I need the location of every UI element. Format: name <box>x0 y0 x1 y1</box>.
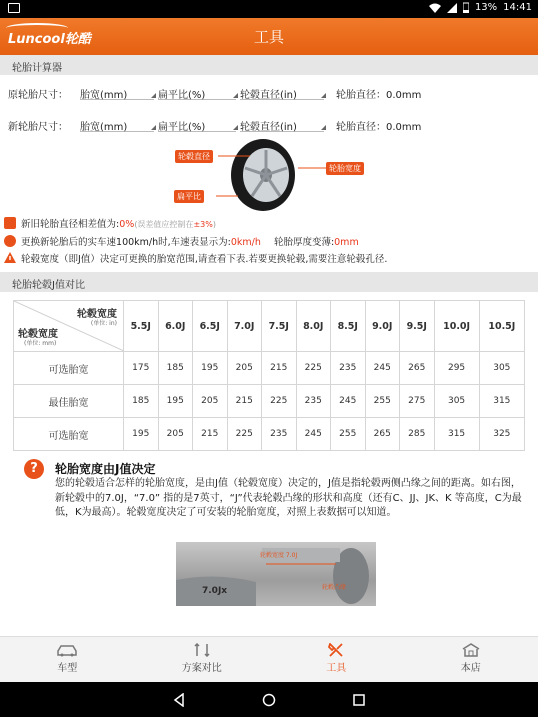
table-cell: 175 <box>124 352 159 385</box>
nav-item-shop[interactable] <box>404 637 538 682</box>
back-icon[interactable] <box>172 693 186 707</box>
jvalue-table <box>13 300 525 451</box>
table-row <box>14 385 525 418</box>
original-ratio-select[interactable]: 扁平比(%) <box>158 86 236 100</box>
tools-icon <box>328 643 344 657</box>
table-cell: 305 <box>479 352 524 385</box>
table-cell: 215 <box>227 385 262 418</box>
photo-stamp: 7.0Jx <box>202 586 228 596</box>
table-cell: 205 <box>193 385 228 418</box>
signal-icon <box>447 3 457 13</box>
table-cell: 215 <box>193 418 228 451</box>
jtable-section-header: 轮胎轮毂J值对比 <box>0 272 538 292</box>
new-width-select[interactable]: 胎宽(mm) <box>80 118 154 132</box>
table-row <box>14 418 525 451</box>
diameter-diff-value: 0% <box>119 219 135 230</box>
battery-icon <box>463 2 469 13</box>
photo-label-width: 轮毂宽度 7.0J <box>260 552 298 559</box>
table-cell: 315 <box>434 418 479 451</box>
help-text: 您的轮毂适合怎样的轮胎宽度，是由J值（轮毂宽度）决定的，J值是指轮毂两侧凸缘之间的距离。如右图，新轮毂中的7.0J，“7.0” 指的是7英寸，“J”代表轮毂凸缘的形状和高度（还有C、JJ、JK、K 等高度，C为最低，K为最高）。轮毂宽度决定了可安装的轮胎宽度，对照上表数据可以知道。 <box>55 478 522 518</box>
tire-diagram <box>170 138 370 212</box>
tire-width-tag: 轮胎宽度 <box>326 162 364 175</box>
nav-label: 工具 <box>326 663 347 674</box>
column-header: 5.5J <box>124 301 159 352</box>
table-cell: 325 <box>479 418 524 451</box>
new-tire-row <box>0 114 538 134</box>
table-cell: 265 <box>400 352 435 385</box>
nav-label: 本店 <box>460 663 481 674</box>
app-bar <box>0 18 538 55</box>
speed-value: 0km/h <box>230 237 261 248</box>
table-cell: 295 <box>434 352 479 385</box>
column-header: 10.0J <box>434 301 479 352</box>
clock: 14:41 <box>503 2 532 13</box>
table-cell: 245 <box>331 385 366 418</box>
table-cell: 235 <box>331 352 366 385</box>
table-cell: 245 <box>296 418 331 451</box>
table-cell: 205 <box>227 352 262 385</box>
nav-item-car-model[interactable] <box>0 637 135 682</box>
system-nav-bar <box>0 682 538 717</box>
calc-section-header: 轮胎计算器 <box>0 55 538 75</box>
speed-line: 更换新轮胎后的实车速100km/h时,车速表显示为:0km/h 轮胎厚度变薄:0mm <box>4 234 359 248</box>
thinning-value: 0mm <box>334 237 359 248</box>
original-diameter: 轮胎直径：0.0mm <box>336 90 422 101</box>
table-cell: 185 <box>124 385 159 418</box>
table-cell: 275 <box>400 385 435 418</box>
column-header: 9.5J <box>400 301 435 352</box>
car-icon <box>56 643 78 657</box>
table-cell: 225 <box>227 418 262 451</box>
original-tire-label: 原轮胎尺寸： <box>8 90 68 101</box>
row-label: 可选胎宽 <box>14 352 124 385</box>
table-cell: 285 <box>400 418 435 451</box>
table-cell: 195 <box>158 385 193 418</box>
column-header: 8.5J <box>331 301 366 352</box>
table-cell: 225 <box>296 352 331 385</box>
recents-icon[interactable] <box>352 693 366 707</box>
table-cell: 195 <box>193 352 228 385</box>
wrench-icon <box>4 217 16 229</box>
speedometer-icon <box>4 235 16 247</box>
bottom-nav <box>0 636 538 682</box>
table-header-row <box>14 301 525 352</box>
battery-level: 13% <box>474 2 498 13</box>
wifi-icon <box>429 3 441 13</box>
warning-icon <box>4 252 16 263</box>
original-tire-row <box>0 82 538 102</box>
status-bar <box>0 0 538 18</box>
original-rim-select[interactable]: 轮毂直径(in) <box>240 86 324 100</box>
new-diameter: 轮胎直径：0.0mm <box>336 122 422 133</box>
column-header: 6.5J <box>193 301 228 352</box>
jvalue-note-line: 轮毂宽度（即J值）决定可更换的胎宽范围,请查看下表.若要更换轮毂,需要注意轮毂孔径. <box>4 251 387 265</box>
table-cell: 225 <box>262 385 297 418</box>
help-title: 轮胎宽度由J值决定 <box>55 462 156 476</box>
nav-label: 方案对比 <box>181 663 222 674</box>
table-cell: 215 <box>262 352 297 385</box>
rim-diameter-tag: 轮毂直径 <box>175 150 213 163</box>
compare-icon <box>194 643 210 657</box>
column-header: 7.5J <box>262 301 297 352</box>
table-cell: 255 <box>365 385 400 418</box>
photo-label-flange: 轮毂凸缘 <box>322 584 347 591</box>
page-title: 工具 <box>253 28 284 46</box>
column-header: 10.5J <box>479 301 524 352</box>
table-cell: 305 <box>434 385 479 418</box>
diameter-diff-line: 新旧轮胎直径相差值为:0%(误差值应控制在±3%) <box>4 216 216 230</box>
nav-label: 车型 <box>57 663 78 674</box>
row-label: 可选胎宽 <box>14 418 124 451</box>
rim-photo <box>176 542 376 606</box>
table-cell: 265 <box>365 418 400 451</box>
table-row <box>14 352 525 385</box>
column-header: 7.0J <box>227 301 262 352</box>
nav-item-tools[interactable] <box>269 637 404 682</box>
home-icon[interactable] <box>262 693 276 707</box>
table-cell: 205 <box>158 418 193 451</box>
original-width-select[interactable]: 胎宽(mm) <box>80 86 154 100</box>
table-cell: 315 <box>479 385 524 418</box>
new-tire-label: 新轮胎尺寸： <box>8 122 68 133</box>
table-cell: 245 <box>365 352 400 385</box>
table-cell: 235 <box>296 385 331 418</box>
question-icon: ? <box>24 459 44 479</box>
table-cell: 235 <box>262 418 297 451</box>
logo: Luncool轮酷 <box>8 28 91 47</box>
column-header: 6.0J <box>158 301 193 352</box>
nav-item-compare[interactable] <box>135 637 270 682</box>
table-corner-cell: 轮毂宽度 (单位: in) 轮毂宽度 (单位: mm) <box>14 301 124 352</box>
table-cell: 195 <box>124 418 159 451</box>
column-header: 9.0J <box>365 301 400 352</box>
new-ratio-select[interactable]: 扁平比(%) <box>158 118 236 132</box>
table-cell: 185 <box>158 352 193 385</box>
shop-icon <box>462 643 480 657</box>
aspect-ratio-tag: 扁平比 <box>174 190 204 203</box>
row-label: 最佳胎宽 <box>14 385 124 418</box>
notification-icon <box>8 3 20 13</box>
new-rim-select[interactable]: 轮毂直径(in) <box>240 118 324 132</box>
table-cell: 255 <box>331 418 366 451</box>
column-header: 8.0J <box>296 301 331 352</box>
